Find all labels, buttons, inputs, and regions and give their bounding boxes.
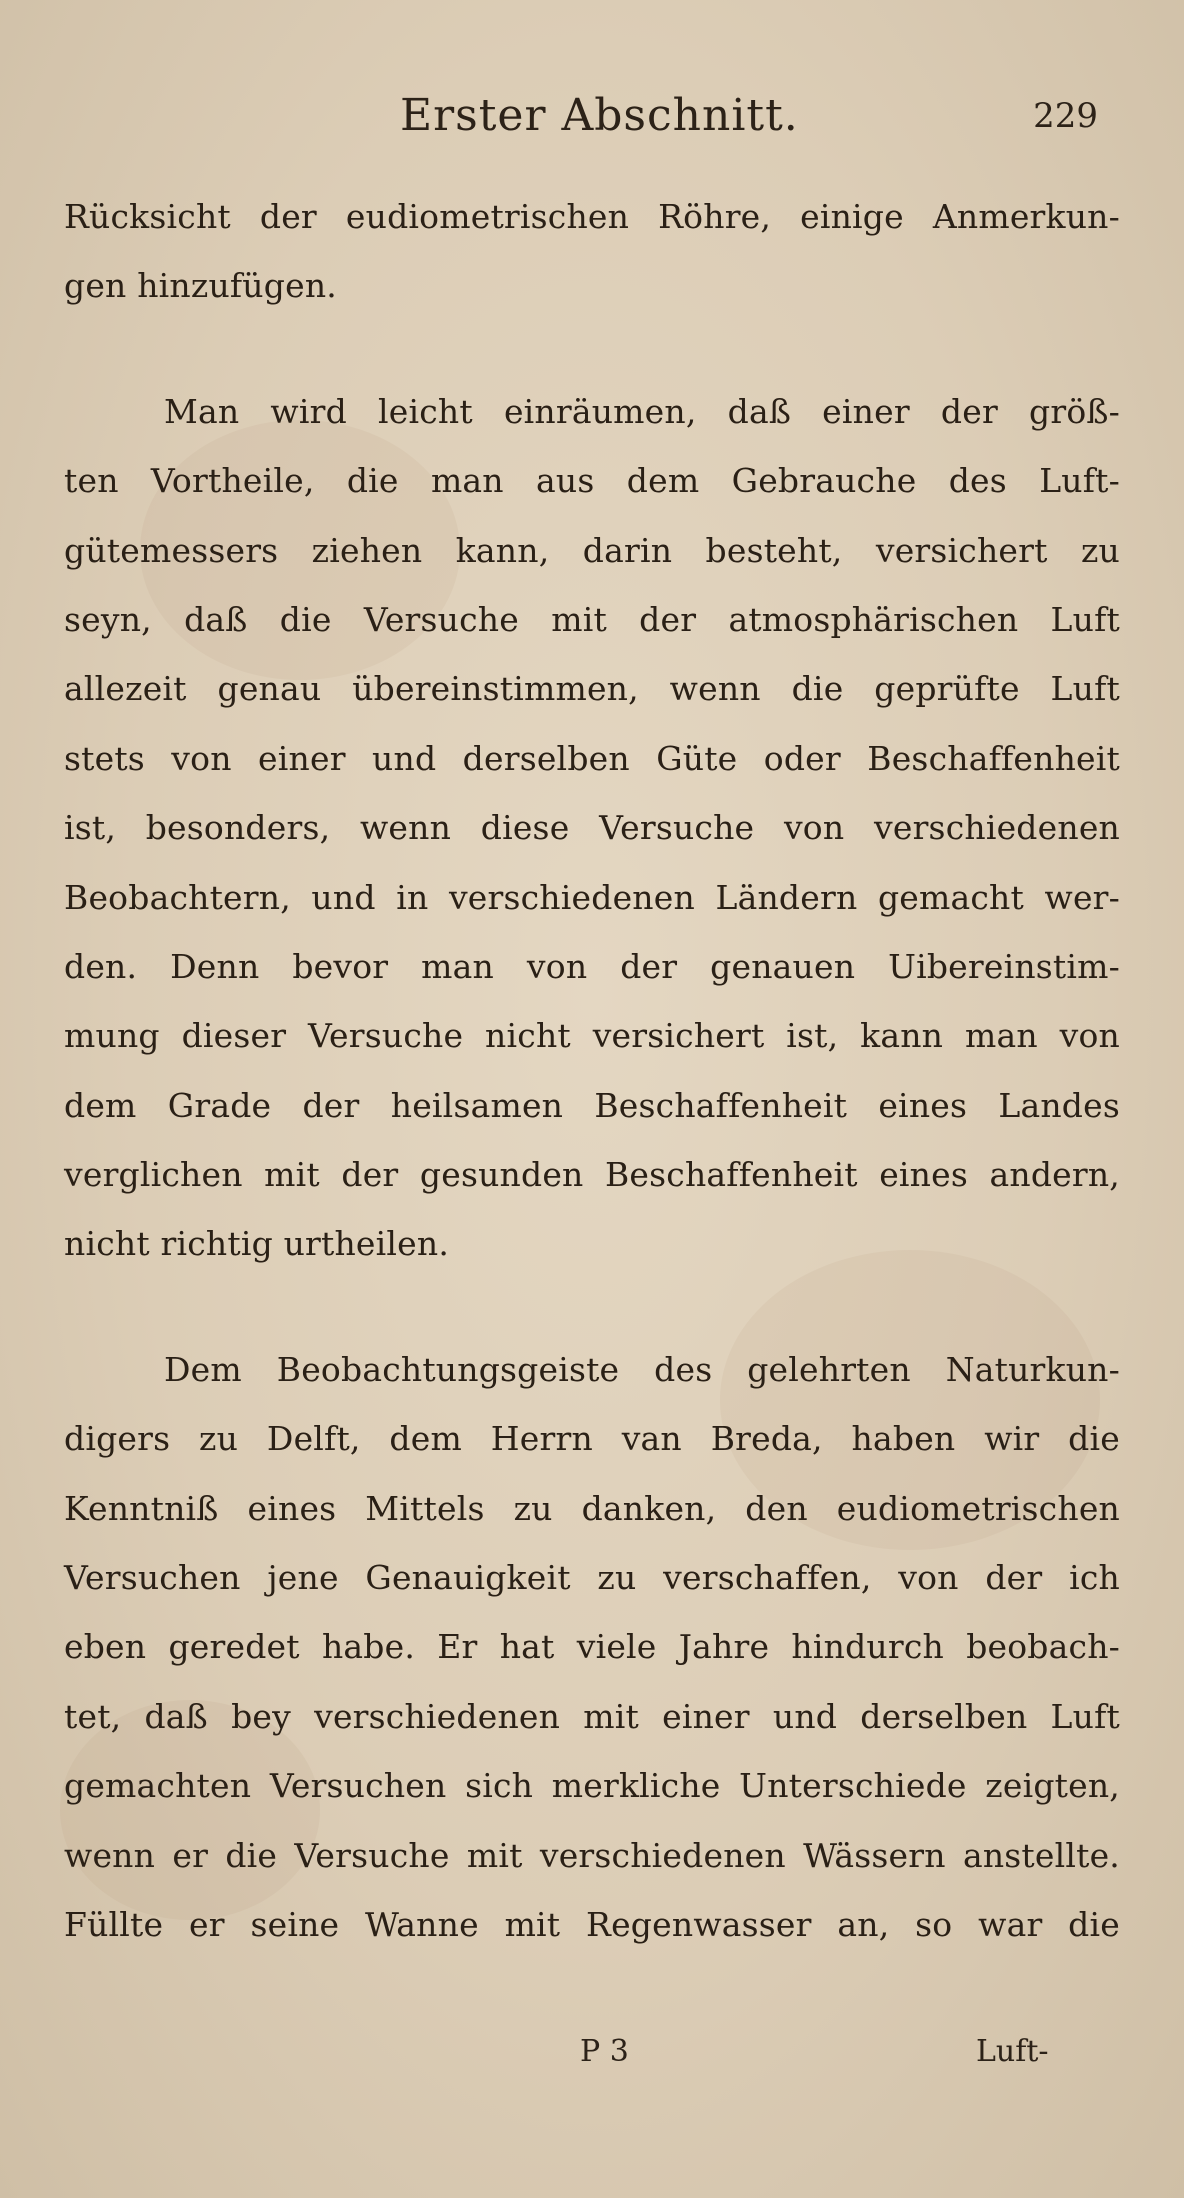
paragraph-3 xyxy=(64,1335,1120,1960)
text-line: mung dieser Versuche nicht versichert ist, kann man von xyxy=(64,1016,1120,1056)
page-footer xyxy=(0,2034,1184,2084)
text-line: seyn, daß die Versuche mit der atmosphärischen Luft xyxy=(64,599,1120,639)
text-line: digers zu Delft, dem Herrn van Breda, haben wir die xyxy=(64,1419,1120,1459)
text-line: Kenntniß eines Mittels zu danken, den eudiometrischen xyxy=(64,1488,1120,1528)
text-line: gen hinzufügen. xyxy=(64,266,337,306)
paragraph-gap xyxy=(64,321,1120,377)
text-line: Dem Beobachtungsgeiste des gelehrten Naturkun- xyxy=(164,1349,1120,1389)
paragraph-2 xyxy=(64,377,1120,1279)
text-line: gemachten Versuchen sich merkliche Unterschiede zeigten, xyxy=(64,1766,1120,1806)
signature-mark: P 3 xyxy=(580,2034,629,2069)
text-line: verglichen mit der gesunden Beschaffenheit eines andern, xyxy=(64,1155,1120,1195)
text-line: gütemessers ziehen kann, darin besteht, versichert zu xyxy=(64,530,1120,570)
running-title: Erster Abschnitt. xyxy=(400,90,799,141)
text-line: ten Vortheile, die man aus dem Gebrauche des Luft- xyxy=(64,461,1120,501)
text-line: eben geredet habe. Er hat viele Jahre hindurch beobach- xyxy=(64,1627,1120,1667)
paragraph-1 xyxy=(64,182,1120,321)
text-line: Füllte er seine Wanne mit Regenwasser an, so war die xyxy=(64,1904,1120,1944)
page-header xyxy=(0,90,1184,150)
paragraph-gap xyxy=(64,1279,1120,1335)
text-line: Man wird leicht einräumen, daß einer der größ- xyxy=(164,391,1120,431)
text-line: Versuchen jene Genauigkeit zu verschaffen, von der ich xyxy=(64,1558,1120,1598)
text-line: ist, besonders, wenn diese Versuche von verschiedenen xyxy=(64,808,1120,848)
text-line: tet, daß bey verschiedenen mit einer und derselben Luft xyxy=(64,1696,1120,1736)
text-line: stets von einer und derselben Güte oder Beschaffenheit xyxy=(64,738,1120,778)
text-line: Beobachtern, und in verschiedenen Ländern gemacht wer- xyxy=(64,877,1120,917)
text-line: allezeit genau übereinstimmen, wenn die geprüfte Luft xyxy=(64,669,1120,709)
text-line: wenn er die Versuche mit verschiedenen Wässern anstellte. xyxy=(64,1835,1120,1875)
text-line: nicht richtig urtheilen. xyxy=(64,1224,450,1264)
text-line: Rücksicht der eudiometrischen Röhre, einige Anmerkun- xyxy=(64,197,1120,236)
text-line: den. Denn bevor man von der genauen Uibereinstim- xyxy=(64,946,1120,986)
catchword: Luft- xyxy=(976,2034,1049,2069)
body-text xyxy=(64,182,1120,1959)
page-number: 229 xyxy=(1033,96,1098,136)
text-line: dem Grade der heilsamen Beschaffenheit eines Landes xyxy=(64,1085,1120,1125)
